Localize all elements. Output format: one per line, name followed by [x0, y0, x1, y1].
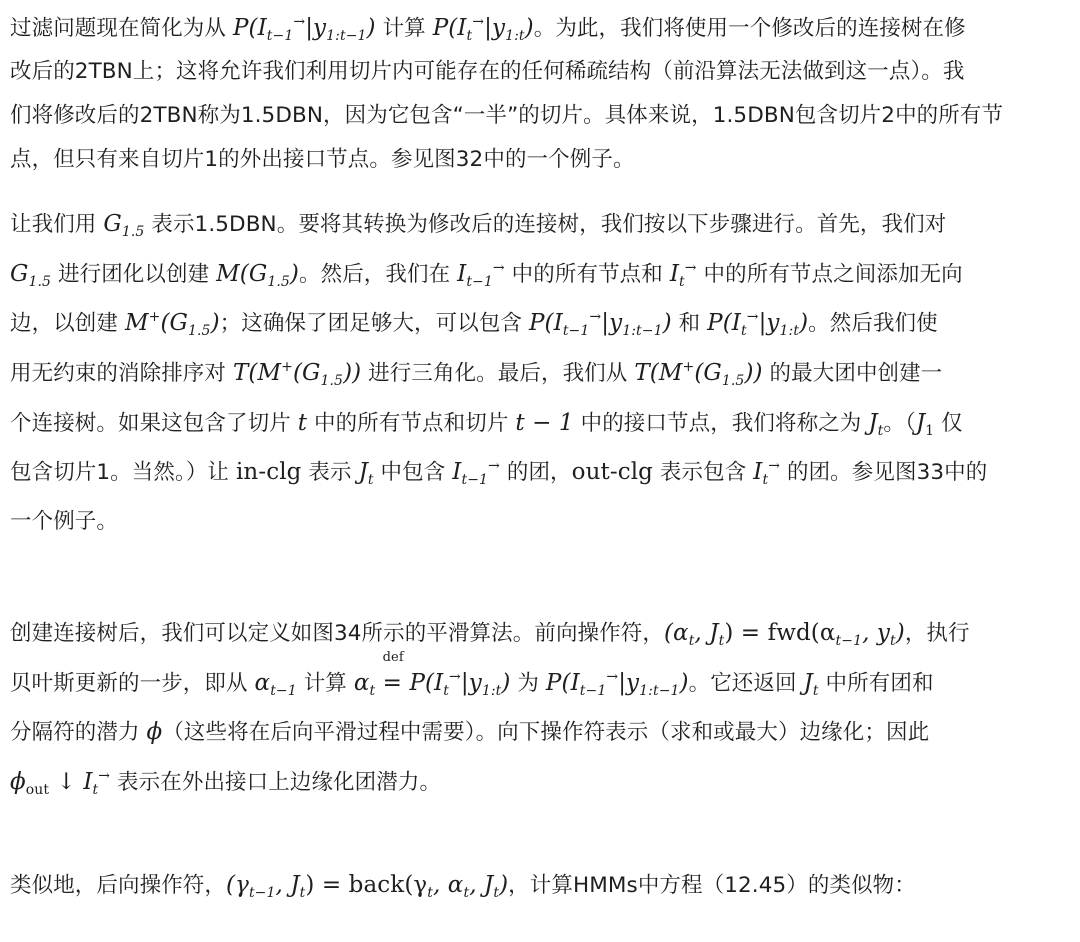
math-expression: $T(M^+(G_{1.5}))$	[634, 359, 763, 390]
text-line: 贝叶斯更新的一步，即从 $\alpha_{t-1}$ 计算 $\alpha_t$ def = $P(I_t^\to|y_{1:t})$ 为 $P(I_{t-1}^\to|y_{1:t-1})$。它还返回 $J_t$ 中所有团和	[10, 663, 970, 713]
math-expression: $I_{t-1}^\to$	[457, 259, 505, 290]
math-expression: $I_{t-1}^\to$	[452, 458, 500, 489]
math-expression: ($\alpha_t$, $J_t) = fwd(\alpha_{t-1}$, $y_t$)	[663, 620, 905, 649]
math-expression: $J_t$	[868, 409, 884, 439]
paragraph-backward-operator	[10, 863, 916, 911]
math-expression: $M^+(G_{1.5})$	[124, 309, 220, 340]
math-expression: $P(I_{t-1}^\to|y_{1:t-1})$	[528, 309, 672, 340]
math-expression: $P(I_t^\to|y_{1:t})$	[707, 309, 809, 340]
math-expression: t	[297, 409, 308, 436]
text-line: 创建连接树后，我们可以定义如图34所示的平滑算法。前向操作符，($\alpha_t$, $J_t) = fwd(\alpha_{t-1}$, $y_t$)，执行	[10, 620, 970, 649]
math-expression: t − 1	[515, 409, 574, 436]
math-expression: $P(I_{t-1}^\to|y_{1:t-1})$	[545, 668, 689, 699]
paragraph-junction-tree	[10, 202, 987, 550]
math-expression: ($\gamma_{t-1}$, $J_t$) = $back(\gamma_t$, $\alpha_t$, $J_t$)	[226, 872, 509, 901]
text-line: 们将修改后的2TBN称为1.5DBN，因为它包含“一半”的切片。具体来说，1.5DBN包含切片2中的所有节	[10, 103, 1004, 128]
text-line: $\phi_{out}$ ↓ $I_t^\to$ 表示在外出接口上边缘化团潜力。	[10, 768, 442, 799]
text-line: 用无约束的消除排序对 $T(M^+(G_{1.5}))$ 进行三角化。最后，我们从 $T(M^+(G_{1.5}))$ 的最大团中创建一	[10, 359, 943, 390]
math-expression: $J_t$	[358, 459, 374, 489]
text-run: 。为此，我们将使用一个修改后的连接树在修	[533, 16, 966, 41]
text-line: 边，以创建 $M^+(G_{1.5})$；这确保了团足够大，可以包含 $P(I_{t-1}^\to|y_{1:t-1})$ 和 $P(I_t^\to|y_{1:t})$。然后我们使	[10, 309, 938, 340]
math-expression: in-clg	[235, 459, 302, 486]
math-expression: $I_t^\to$	[669, 259, 697, 290]
paragraph-filtering	[10, 8, 1003, 184]
text-line: 分隔符的潜力 ϕ（这些将在后向平滑过程中需要）。向下操作符表示（求和或最大）边缘化；因此	[10, 719, 930, 746]
text-line: 个连接树。如果这包含了切片 t 中的所有节点和切片 t − 1 中的接口节点，我们将称之为 $J_t$。（$J_1$ 仅	[10, 409, 963, 439]
math-expression: $\alpha_{t-1}$	[254, 669, 297, 699]
math-expression: $G_{1.5}$	[103, 211, 145, 240]
text-line	[10, 8, 1003, 52]
text-line: 点，但只有来自切片1的外出接口节点。参见图32中的一个例子。	[10, 147, 635, 172]
text-line: 包含切片1。当然。）让 in-clg 表示 $J_t$ 中包含 $I_{t-1}^\to$ 的团，out-clg 表示包含 $I_t^\to$ 的团。参见图33中的	[10, 458, 988, 489]
paragraph-forward-operator	[10, 613, 970, 812]
math-expression: $G_{1.5}$	[10, 260, 52, 290]
math-expression: $J_t$	[803, 669, 819, 699]
math-expression: $P(I_{t-1}^\to|y_{1:t-1})$	[232, 14, 376, 44]
text-line: 让我们用 $G_{1.5}$ 表示1.5DBN。要将其转换为修改后的连接树，我们按以下步骤进行。首先，我们对	[10, 211, 947, 240]
text-line: 改后的2TBN上；这将允许我们利用切片内可能存在的任何稀疏结构（前沿算法无法做到这一点）。我	[10, 59, 965, 84]
text-line: 类似地，后向操作符，($\gamma_{t-1}$, $J_t$) = $back(\gamma_t$, $\alpha_t$, $J_t$)，计算HMMs中方程（12.45）的类似物：	[10, 872, 916, 901]
math-expression: ϕ	[146, 719, 163, 746]
math-expression: $J_1$	[915, 409, 935, 439]
math-expression: out-clg	[571, 459, 653, 486]
text-line: $G_{1.5}$ 进行团化以创建 $M(G_{1.5})$。然后，我们在 $I_{t-1}^\to$ 中的所有节点和 $I_t^\to$ 中的所有节点之间添加无向	[10, 259, 963, 290]
def-equals-symbol: def =	[382, 649, 404, 696]
math-expression: $T(M^+(G_{1.5}))$	[232, 359, 362, 390]
text-line: 一个例子。	[10, 509, 119, 535]
math-expression: $I_t^\to$	[753, 458, 781, 489]
math-expression: $P(I_t^\to|y_{1:t})$	[432, 14, 534, 44]
math-expression: $\alpha_t$ def = $P(I_t^\to|y_{1:t})$	[354, 670, 511, 696]
text-run: 计算	[382, 16, 433, 41]
math-expression: $\phi_{out}$ ↓ $I_t^\to$	[10, 768, 111, 799]
text-run: 过滤问题现在简化为从	[10, 16, 233, 41]
math-expression: $M(G_{1.5})$	[216, 260, 299, 290]
